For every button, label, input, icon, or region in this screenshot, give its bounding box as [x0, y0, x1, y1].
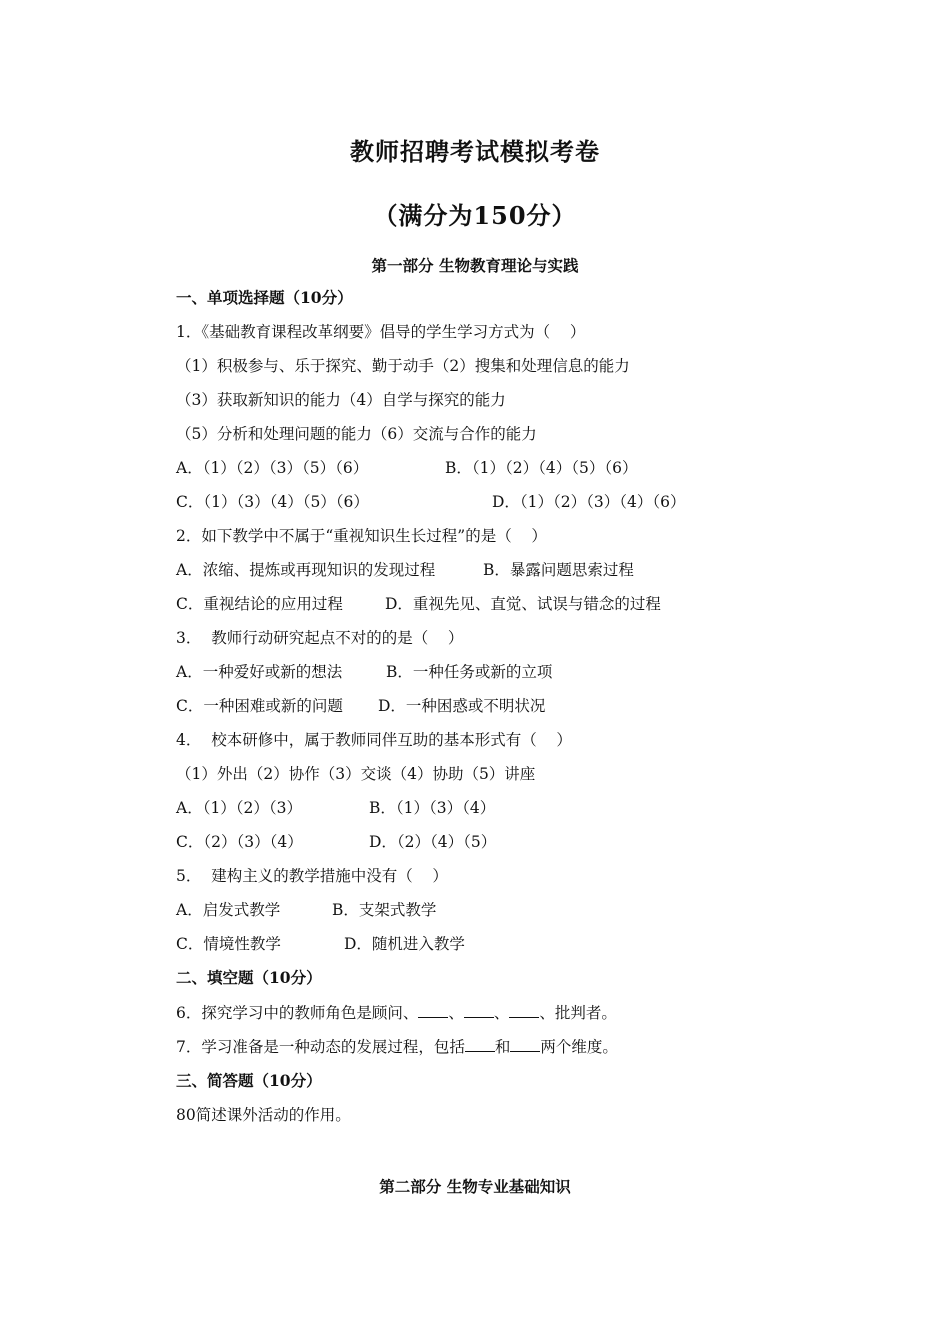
exam-title: 教师招聘考试模拟考卷: [350, 137, 600, 166]
q1-item-b: （3）获取新知识的能力（4）自学与探究的能力: [176, 391, 506, 409]
q6-blank-3: [509, 1003, 539, 1018]
q7-blank-1: [465, 1037, 495, 1052]
q6-text-before: 6．探究学习中的教师角色是顾问、: [176, 1004, 419, 1022]
q1-option-b: B．（1）（2）（4）（5）（6）: [445, 459, 638, 477]
q5-stem: 5． 建构主义的教学措施中没有（ ）: [176, 867, 448, 885]
q2-option-b: B．暴露问题思索过程: [483, 561, 634, 579]
q4-stem: 4． 校本研修中，属于教师同伴互助的基本形式有（ ）: [176, 731, 572, 749]
q1-option-a: A．（1）（2）（3）（5）（6）: [176, 459, 369, 477]
q3-option-b: B．一种任务或新的立项: [386, 663, 553, 681]
part2-title: 第二部分 生物专业基础知识: [379, 1177, 571, 1196]
q4-option-b: B．（1）（3）（4）: [369, 799, 496, 817]
q7-text-mid: 和: [494, 1038, 511, 1056]
q2-option-c: C．重视结论的应用过程: [176, 595, 343, 613]
q7-blank-2: [510, 1037, 540, 1052]
q4-option-c: C．（2）（3）（4）: [176, 833, 303, 851]
q7-text-before: 7．学习准备是一种动态的发展过程，包括: [176, 1038, 465, 1056]
q2-stem: 2．如下教学中不属于“重视知识生长过程”的是（ ）: [176, 527, 547, 545]
q2-option-d: D．重视先见、直觉、试误与错念的过程: [385, 595, 661, 613]
section3-heading: 三、简答题（10分）: [176, 1071, 322, 1090]
q3-option-a: A．一种爱好或新的想法: [176, 663, 343, 681]
q3-stem: 3． 教师行动研究起点不对的的是（ ）: [176, 629, 464, 647]
part1-title: 第一部分 生物教育理论与实践: [371, 256, 579, 275]
exam-subtitle: （满分为150分）: [373, 201, 577, 230]
section2-heading: 二、填空题（10分）: [176, 968, 322, 987]
q2-option-a: A．浓缩、提炼或再现知识的发现过程: [176, 561, 436, 579]
q3-option-c: C．一种困难或新的问题: [176, 697, 343, 715]
q1-option-c: C．（1）（3）（4）（5）（6）: [176, 493, 369, 511]
q7-line: [176, 1037, 618, 1057]
q5-option-b: B．支架式教学: [332, 901, 437, 919]
q5-option-a: A．启发式教学: [176, 901, 281, 919]
q1-item-c: （5）分析和处理问题的能力（6）交流与合作的能力: [176, 425, 537, 443]
q6-blank-1: [418, 1003, 448, 1018]
q7-text-after: 两个维度。: [540, 1038, 618, 1056]
q4-items: （1）外出（2）协作（3）交谈（4）协助（5）讲座: [176, 765, 536, 783]
q3-option-d: D．一种困惑或不明状况: [378, 697, 546, 715]
q6-separator-1: 、: [448, 1004, 464, 1022]
q1-option-d: D．（1）（2）（3）（4）（6）: [492, 493, 686, 511]
q5-option-c: C．情境性教学: [176, 935, 281, 953]
q5-option-d: D．随机进入教学: [344, 935, 465, 953]
q1-item-a: （1）积极参与、乐于探究、勤于动手（2）搜集和处理信息的能力: [176, 357, 630, 375]
q4-option-d: D．（2）（4）（5）: [369, 833, 497, 851]
q6-text-after: 、批判者。: [539, 1004, 617, 1022]
q6-separator-2: 、: [493, 1004, 510, 1022]
section1-heading: 一、单项选择题（10分）: [176, 288, 353, 307]
q6-line: [176, 1003, 617, 1023]
q4-option-a: A．（1）（2）（3）: [176, 799, 303, 817]
q8-stem: 80简述课外活动的作用。: [176, 1106, 351, 1124]
q1-stem: 1．《基础教育课程改革纲要》倡导的学生学习方式为（ ）: [176, 323, 586, 341]
q6-blank-2: [464, 1003, 494, 1018]
